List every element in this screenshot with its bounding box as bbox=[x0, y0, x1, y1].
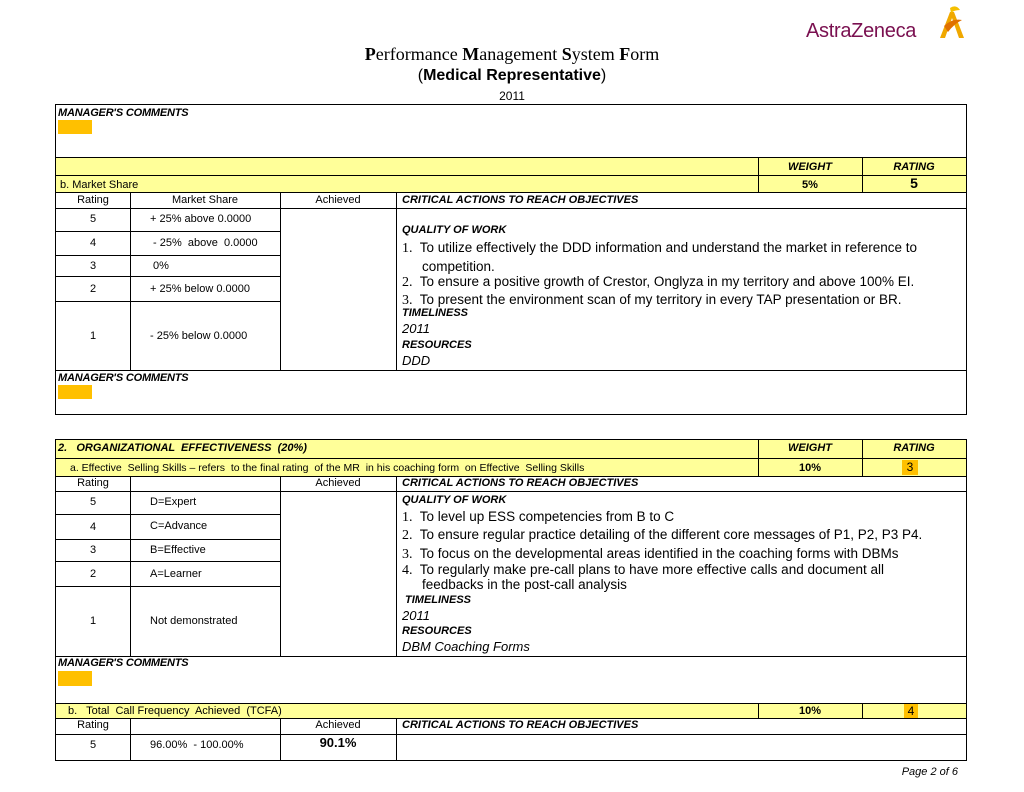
quality-item: 2. To ensure a positive growth of Crestor, Onglyza in my territory and above 100% EI. bbox=[402, 274, 915, 290]
rating-label: RATING bbox=[893, 442, 935, 454]
rating-row-value: 2 bbox=[89, 568, 97, 580]
col-rating: Rating bbox=[77, 477, 109, 489]
rating-row-desc: D=Expert bbox=[150, 496, 197, 508]
divider bbox=[55, 561, 281, 562]
form-title: Performance Management System Form bbox=[364, 44, 660, 64]
divider bbox=[396, 718, 397, 761]
timeliness-value: 2011 bbox=[402, 321, 430, 336]
divider bbox=[55, 255, 281, 256]
rating-row-value: 4 bbox=[89, 237, 97, 249]
section-title: 2. ORGANIZATIONAL EFFECTIVENESS (20%) bbox=[58, 442, 307, 454]
resources-value: DDD bbox=[402, 353, 431, 368]
divider bbox=[55, 734, 967, 735]
comment-marker bbox=[58, 671, 92, 686]
col-achieved: Achieved bbox=[315, 477, 361, 489]
comment-marker bbox=[58, 385, 92, 399]
divider bbox=[55, 514, 281, 515]
achieved-value: 90.1% bbox=[319, 735, 357, 750]
rating-row-value: 3 bbox=[89, 544, 97, 556]
quality-item: 2. To ensure regular practice detailing of the different core messages of P1, P2, P3 P4. bbox=[402, 527, 923, 543]
rating-row-desc: + 25% above 0.0000 bbox=[150, 213, 252, 225]
divider bbox=[55, 370, 967, 371]
col-critical-actions: CRITICAL ACTIONS TO REACH OBJECTIVES bbox=[402, 719, 639, 731]
divider bbox=[396, 192, 397, 370]
managers-comments-label: MANAGER'S COMMENTS bbox=[58, 107, 189, 119]
divider bbox=[55, 208, 967, 209]
rating-row-desc: B=Effective bbox=[150, 544, 206, 556]
rating-value: 4 bbox=[904, 704, 918, 718]
rating-row-value: 5 bbox=[89, 496, 97, 508]
quality-item: 3. To focus on the developmental areas identified in the coaching forms with DBMs bbox=[402, 546, 899, 562]
divider bbox=[280, 192, 281, 370]
timeliness-label: TIMELINESS bbox=[402, 307, 469, 319]
form-year: 2011 bbox=[499, 89, 525, 103]
divider bbox=[55, 175, 967, 176]
divider bbox=[55, 231, 281, 232]
rating-row-value: 5 bbox=[89, 739, 97, 751]
quality-item: 3. To present the environment scan of my territory in every TAP presentation or BR. bbox=[402, 292, 902, 308]
rating-label: RATING bbox=[893, 161, 935, 173]
weight-value: 5% bbox=[802, 179, 818, 191]
resources-label: RESOURCES bbox=[402, 339, 472, 351]
comment-marker bbox=[58, 120, 92, 134]
rating-row-value: 4 bbox=[89, 521, 97, 533]
divider bbox=[55, 491, 967, 492]
managers-comments-label: MANAGER'S COMMENTS bbox=[58, 657, 189, 669]
rating-value: 5 bbox=[910, 175, 918, 191]
company-logo bbox=[806, 4, 976, 44]
col-rating: Rating bbox=[77, 194, 109, 206]
resources-value: DBM Coaching Forms bbox=[402, 639, 530, 654]
rating-row-desc: + 25% below 0.0000 bbox=[150, 283, 250, 295]
rating-row-desc: A=Learner bbox=[150, 568, 202, 580]
col-achieved: Achieved bbox=[315, 719, 361, 731]
col-rating: Rating bbox=[77, 719, 109, 731]
rating-row-desc: - 25% below 0.0000 bbox=[150, 330, 248, 342]
divider bbox=[396, 476, 397, 656]
weight-value: 10% bbox=[798, 705, 822, 717]
rating-row-value: 3 bbox=[89, 260, 97, 272]
rating-row-desc: 0% bbox=[150, 260, 169, 272]
rating-row-desc: 96.00% - 100.00% bbox=[150, 739, 244, 751]
managers-comments-label: MANAGER'S COMMENTS bbox=[58, 372, 189, 384]
divider bbox=[55, 192, 967, 193]
divider bbox=[862, 703, 863, 718]
timeliness-value: 2011 bbox=[402, 608, 430, 623]
divider bbox=[55, 458, 967, 459]
col-market-share: Market Share bbox=[171, 194, 239, 206]
divider bbox=[55, 586, 281, 587]
weight-value: 10% bbox=[798, 462, 822, 474]
divider bbox=[55, 539, 281, 540]
col-critical-actions: CRITICAL ACTIONS TO REACH OBJECTIVES bbox=[402, 477, 639, 489]
logo-emblem-icon bbox=[934, 4, 968, 42]
quality-item: 4. To regularly make pre-call plans to have more effective calls and document all feedbacks in the post-call analysis bbox=[402, 562, 884, 592]
divider bbox=[55, 656, 967, 657]
divider bbox=[55, 276, 281, 277]
form-subtitle: (Medical Representative) bbox=[417, 67, 607, 84]
rating-row-value: 1 bbox=[89, 330, 97, 342]
quality-of-work-label: QUALITY OF WORK bbox=[402, 494, 507, 506]
col-critical-actions: CRITICAL ACTIONS TO REACH OBJECTIVES bbox=[402, 194, 639, 206]
resources-label: RESOURCES bbox=[402, 625, 472, 637]
divider bbox=[130, 192, 131, 370]
rating-value: 3 bbox=[902, 460, 918, 475]
col-achieved: Achieved bbox=[315, 194, 361, 206]
rating-row-desc: - 25% above 0.0000 bbox=[150, 237, 258, 249]
quality-item: 1. To level up ESS competencies from B to C bbox=[402, 509, 675, 525]
divider bbox=[55, 301, 281, 302]
rating-row-value: 2 bbox=[89, 283, 97, 295]
item-title: b. Total Call Frequency Achieved (TCFA) bbox=[68, 705, 282, 717]
divider bbox=[130, 718, 131, 761]
item-title: a. Effective Selling Skills – refers to the final rating of the MR in his coaching form on Effective Selling Skills bbox=[70, 462, 585, 474]
quality-item: 1. To utilize effectively the DDD information and understand the market in reference to competition. bbox=[402, 240, 918, 274]
page-number: Page 2 of 6 bbox=[901, 766, 958, 778]
divider bbox=[130, 476, 131, 656]
divider bbox=[280, 476, 281, 656]
weight-label: WEIGHT bbox=[788, 442, 832, 454]
timeliness-label: TIMELINESS bbox=[405, 594, 472, 606]
item-title: b. Market Share bbox=[60, 179, 139, 191]
rating-row-desc: Not demonstrated bbox=[150, 615, 238, 627]
quality-of-work-label: QUALITY OF WORK bbox=[402, 224, 507, 236]
rating-row-desc: C=Advance bbox=[150, 520, 208, 532]
weight-label: WEIGHT bbox=[788, 161, 832, 173]
logo-text: AstraZeneca bbox=[806, 20, 917, 42]
rating-row-value: 5 bbox=[89, 213, 97, 225]
rating-row-value: 1 bbox=[89, 615, 97, 627]
